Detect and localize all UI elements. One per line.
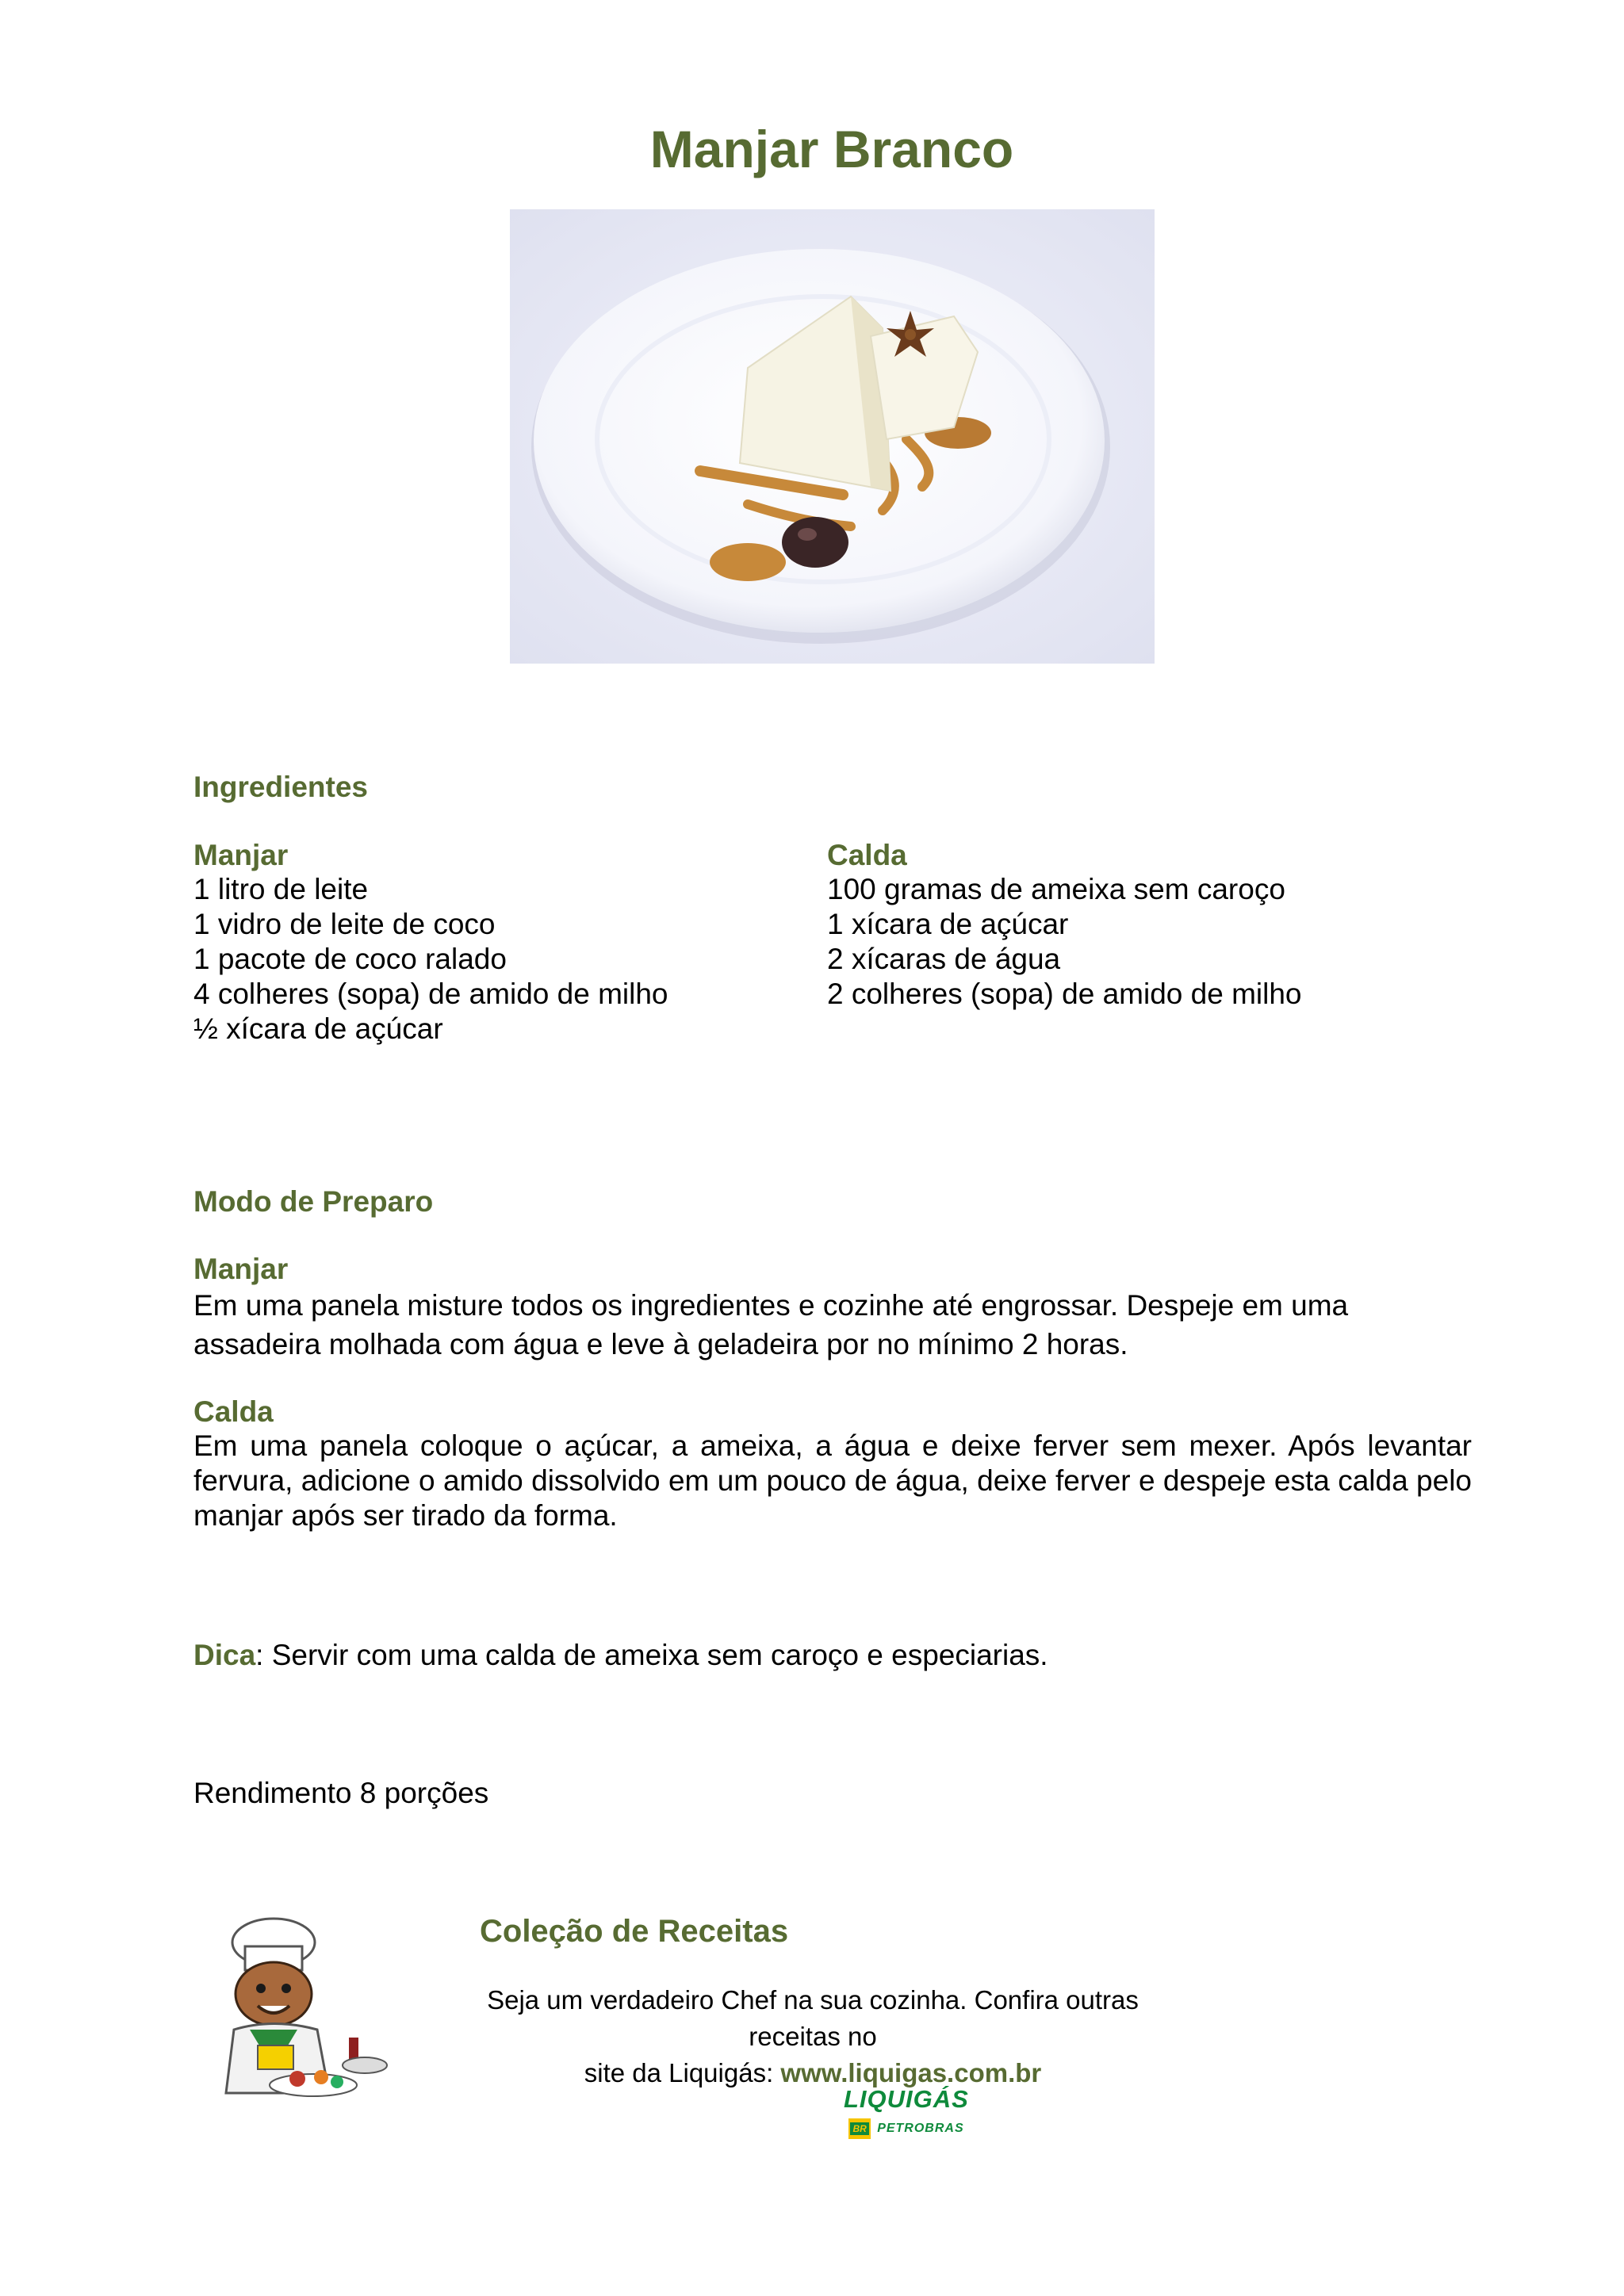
liquigas-link[interactable]: www.liquigas.com.br (780, 2058, 1042, 2087)
manjar-preparation (193, 1253, 1472, 1364)
dessert-photo (510, 209, 1155, 664)
liquigas-logo (844, 2085, 969, 2139)
page-title: Manjar Branco (649, 120, 1014, 178)
manjar-ingredient-list (193, 872, 796, 1047)
footer-line-2-prefix: site da Liquigás: (584, 2058, 781, 2087)
list-item: 1 xícara de açúcar (827, 908, 1069, 940)
list-item: 2 colheres (sopa) de amido de milho (827, 978, 1302, 1010)
ingredients-heading: Ingredientes (193, 771, 368, 803)
manjar-ingredients (193, 839, 796, 1047)
manjar-ingredients-heading: Manjar (193, 839, 289, 871)
tip (193, 1638, 1048, 1673)
tip-label: Dica (193, 1639, 256, 1671)
preparation-heading: Modo de Preparo (193, 1185, 434, 1218)
manjar-preparation-heading: Manjar (193, 1253, 289, 1285)
list-item: 1 litro de leite (193, 873, 369, 905)
calda-preparation-text: Em uma panela coloque o açúcar, a ameixa, a água e deixe ferver sem mexer. Após levantar fervura, adicione o amido dissolvido em um pouco de água, deixe ferver e despeje esta calda pelo manjar após ser tirado da forma. (193, 1429, 1472, 1532)
calda-preparation (193, 1395, 1472, 1533)
calda-ingredient-list (827, 872, 1430, 1012)
tip-text: : Servir com uma calda de ameixa sem caroço e especiarias. (255, 1639, 1048, 1671)
list-item: 4 colheres (sopa) de amido de milho (193, 978, 668, 1010)
list-item: 1 pacote de coco ralado (193, 943, 507, 975)
petrobras-wordmark: PETROBRAS (877, 2122, 964, 2136)
footer-line-2 (476, 2055, 1150, 2091)
footer-title: Coleção de Receitas (480, 1914, 789, 1949)
calda-preparation-heading: Calda (193, 1395, 274, 1428)
logo-wordmark: LIQUIGÁS (844, 2085, 969, 2113)
list-item: 100 gramas de ameixa sem caroço (827, 873, 1285, 905)
yield-text: Rendimento 8 porções (193, 1777, 489, 1809)
footer-line-1: Seja um verdadeiro Chef na sua cozinha. Confira outras receitas no (487, 1985, 1139, 2051)
calda-ingredients (827, 839, 1430, 1012)
calda-ingredients-heading: Calda (827, 839, 907, 871)
footer-text (476, 1982, 1150, 2091)
manjar-preparation-text: Em uma panela misture todos os ingredientes e cozinhe até engrossar. Despeje em uma assadeira molhada com água e leve à geladeira por no mínimo 2 horas. (193, 1289, 1349, 1360)
br-badge-icon: BR (848, 2118, 871, 2139)
petrobras-logo (844, 2118, 969, 2139)
list-item: 2 xícaras de água (827, 943, 1061, 975)
list-item: 1 vidro de leite de coco (193, 908, 496, 940)
list-item: ½ xícara de açúcar (193, 1012, 443, 1045)
chef-illustration (210, 1911, 393, 2109)
